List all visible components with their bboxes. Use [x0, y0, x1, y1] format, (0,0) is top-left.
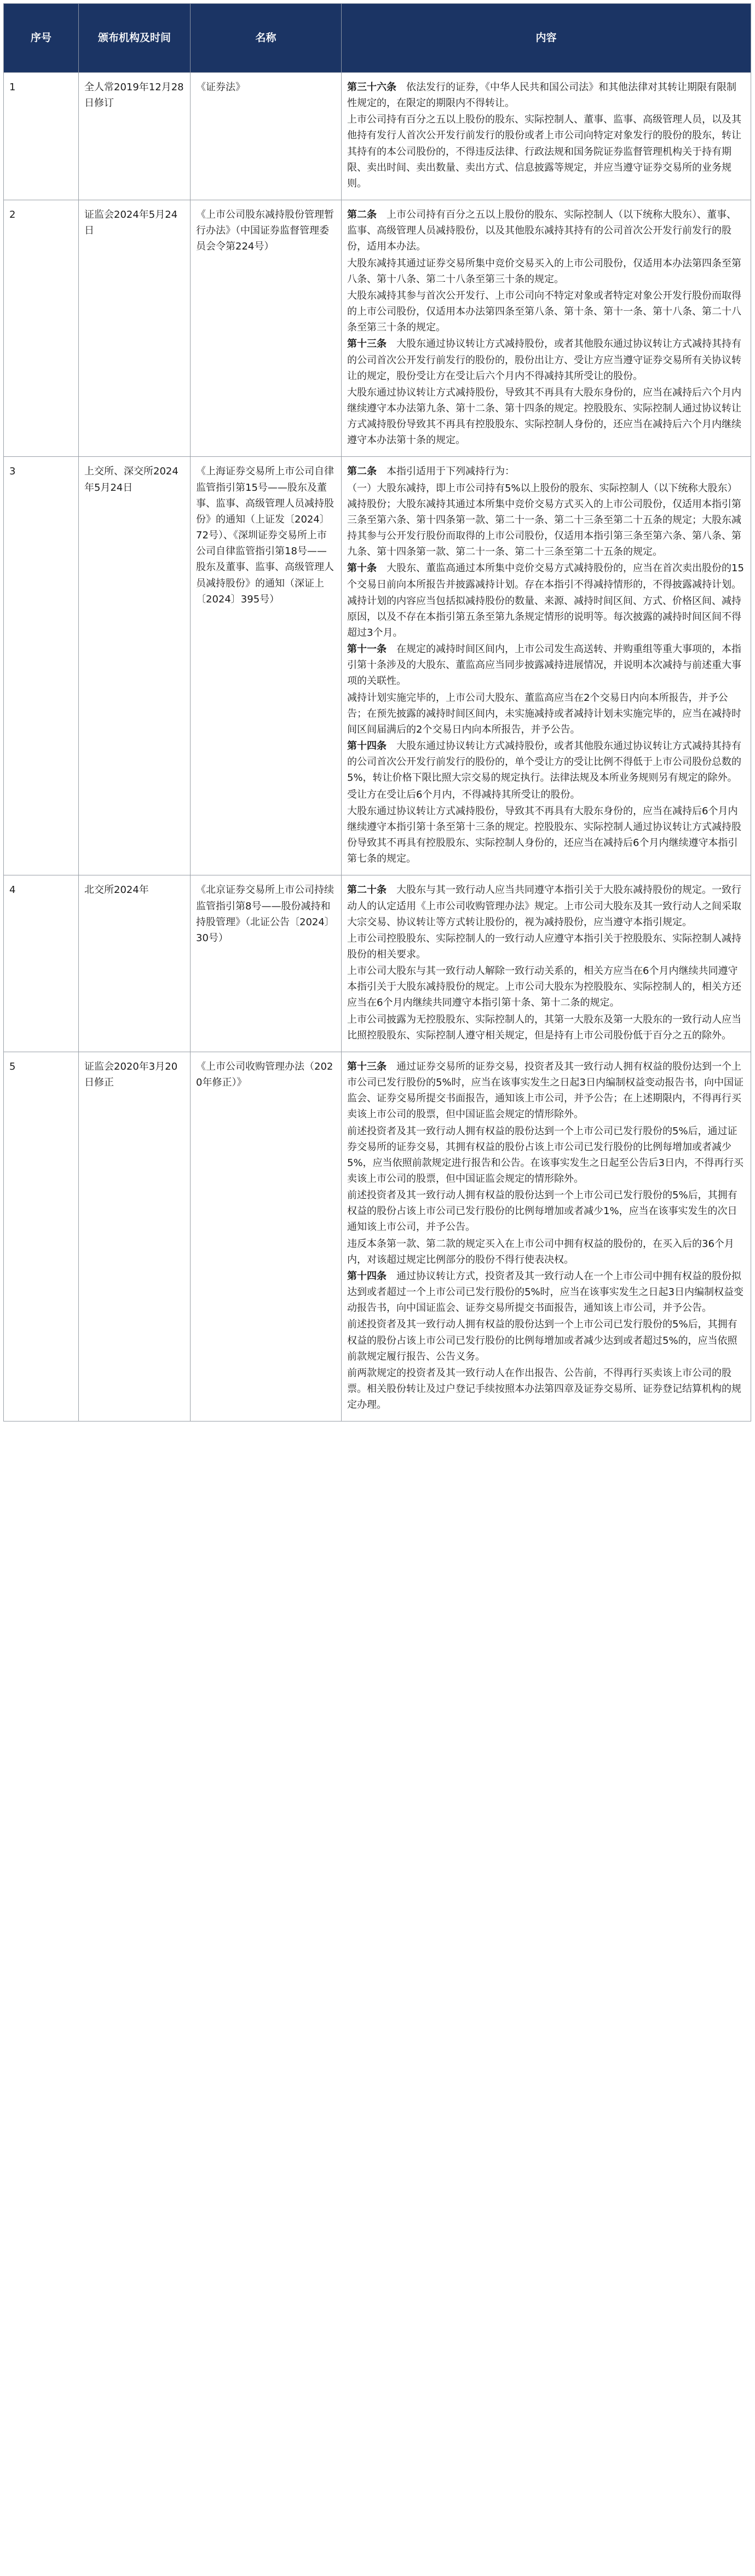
paragraph-text: 通过协议转让方式，投资者及其一致行动人在一个上市公司中拥有权益的股份拟达到或者超过一个上市公司已发行股份的5%时，应当在该事实发生之日起3日内编制权益变动报告书，向中国证监会、证券交易所提交书面报告，通知该上市公司，并予公告。: [347, 1270, 744, 1314]
paragraph-text: 通过证券交易所的证券交易，投资者及其一致行动人拥有权益的股份达到一个上市公司已发行股份的5%时，应当在该事实发生之日起3日内编制权益变动报告书，向中国证监会、证券交易所提交书面报告，通知该上市公司，并予公告；在上述期限内，不得再行买卖该上市公司的股票，但中国证监会规定的情形除外。: [347, 1060, 744, 1121]
paragraph-text: 受让方在受让后6个月内，不得减持其所受让的股份。: [347, 788, 580, 800]
content-paragraph: [347, 803, 745, 867]
regulation-name: 《证券法》: [191, 73, 342, 200]
paragraph-text: 前述投资者及其一致行动人拥有权益的股份达到一个上市公司已发行股份的5%后，通过证券交易所的证券交易，其拥有权益的股份占该上市公司已发行股份的比例每增加或者减少5%，应当依照前款规定进行报告和公告。在该事实发生之日起至公告后3日内，不得再行买卖该上市公司的股票，但中国证监会规定的情形除外。: [347, 1125, 744, 1185]
content-paragraph: [347, 1268, 745, 1316]
regulation-content: [342, 73, 751, 200]
article-number: 第十四条: [347, 740, 387, 752]
article-number: 第二条: [347, 209, 377, 221]
article-number: 第三十六条: [347, 82, 396, 93]
content-paragraph: [347, 931, 745, 962]
paragraph-text: 大股东减持其通过证券交易所集中竞价交易买入的上市公司股份，仅适用本办法第四条至第八条、第十八条、第二十八条至第三十条的规定。: [347, 257, 741, 285]
paragraph-text: 依法发行的证券，《中华人民共和国公司法》和其他法律对其转让期限有限制性规定的，在限定的期限内不得转让。: [347, 82, 736, 109]
paragraph-text: 大股东通过协议转让方式减持股份，或者其他股东通过协议转让方式减持其持有的公司首次公开发行前发行的股份的，单个受让方的受让比例不得低于上市公司股份总数的5%，转让价格下限比照大宗交易的规定执行。法律法规及本所业务规则另有规定的除外。: [347, 740, 741, 784]
content-paragraph: [347, 336, 745, 384]
table-row: [4, 457, 751, 875]
content-paragraph: [347, 480, 745, 560]
content-paragraph: [347, 1187, 745, 1235]
paragraph-text: 上市公司控股股东、实际控制人的一致行动人应遵守本指引关于控股股东、实际控制人减持股份的相关要求。: [347, 932, 741, 960]
issuing-authority: 北交所2024年: [79, 875, 191, 1052]
content-paragraph: [347, 1059, 745, 1123]
issuing-authority: 上交所、深交所2024年5月24日: [79, 457, 191, 875]
paragraph-text: 前述投资者及其一致行动人拥有权益的股份达到一个上市公司已发行股份的5%后，其拥有权益的股份占该上市公司已发行股份的比例每增加或者减少1%，应当在该事实发生的次日通知该上市公司，并予公告。: [347, 1190, 737, 1233]
regulation-name: 《上市公司股东减持股份管理暂行办法》（中国证券监督管理委员会令第224号）: [191, 200, 342, 457]
article-number: 第十三条: [347, 1060, 387, 1072]
content-paragraph: [347, 1365, 745, 1413]
content-paragraph: [347, 1316, 745, 1364]
content-paragraph: [347, 963, 745, 1011]
paragraph-text: 前两款规定的投资者及其一致行动人在作出报告、公告前，不得再行买卖该上市公司的股票。相关股份转让及过户登记手续按照本办法第四章及证券交易所、证券登记结算机构的规定办理。: [347, 1367, 741, 1411]
paragraph-text: 违反本条第一款、第二款的规定买入在上市公司中拥有权益的股份的，在买入后的36个月内，对该超过规定比例部分的股份不得行使表决权。: [347, 1238, 734, 1266]
regulation-name: 《上市公司收购管理办法（2020年修正）》: [191, 1052, 342, 1421]
article-number: 第二十条: [347, 884, 387, 896]
content-paragraph: [347, 690, 745, 738]
article-number: 第二条: [347, 466, 377, 478]
paragraph-text: 大股东、董监高通过本所集中竞价交易方式减持股份的，应当在首次卖出股份的15个交易日前向本所报告并披露减持计划。存在本指引不得减持情形的，不得披露减持计划。: [347, 562, 744, 590]
article-number: 第十条: [347, 562, 377, 575]
paragraph-text: 上市公司持有百分之五以上股份的股东、实际控制人、董事、监事、高级管理人员，以及其他持有发行人首次公开发行前发行的股份或者上市公司向特定对象发行的股份的股东，转让其持有的本公司股份的，不得违反法律、行政法规和国务院证券监督管理机构关于持有期限、卖出时间、卖出数量、卖出方式、信息披露等规定，并应当遵守证券交易所的业务规则。: [347, 114, 741, 189]
paragraph-text: 减持计划实施完毕的，上市公司大股东、董监高应当在2个交易日内向本所报告，并予公告；在预先披露的减持时间区间内，未实施减持或者减持计划未实施完毕的，应当在减持时间区间届满后的2个交易日内向本所报告，并予公告。: [347, 692, 741, 735]
content-paragraph: [347, 738, 745, 786]
paragraph-text: 大股东通过协议转让方式减持股份，或者其他股东通过协议转让方式减持其持有的公司首次公开发行前发行的股份的，股份出让方、受让方应当遵守证券交易所有关协议转让的规定，股份受让方在受让后六个月内不得减持其所受让的股份。: [347, 338, 741, 382]
article-number: 第十一条: [347, 643, 387, 655]
paragraph-text: 大股东与其一致行动人应当共同遵守本指引关于大股东减持股份的规定。一致行动人的认定适用《上市公司收购管理办法》规定。上市公司大股东及其一致行动人之间采取大宗交易、协议转让等方式转让股份的，视为减持股份，应当遵守本指引规定。: [347, 884, 741, 928]
regulation-content: [342, 875, 751, 1052]
content-paragraph: [347, 560, 745, 592]
table-body: [4, 73, 751, 1422]
content-paragraph: [347, 112, 745, 192]
content-paragraph: [347, 882, 745, 930]
paragraph-text: 前述投资者及其一致行动人拥有权益的股份达到一个上市公司已发行股份的5%后，其拥有权益的股份占该上市公司已发行股份的比例每增加或者减少达到或者超过5%的，应当依照前款规定履行报告、公告义务。: [347, 1319, 737, 1362]
regulation-content: [342, 200, 751, 457]
paragraph-text: 本指引适用于下列减持行为：: [387, 466, 515, 478]
regulation-content: [342, 457, 751, 875]
header-org: 颁布机构及时间: [79, 4, 191, 73]
issuing-authority: 全人常2019年12月28日修订: [79, 73, 191, 200]
paragraph-text: 上市公司披露为无控股股东、实际控制人的，其第一大股东及第一大股东的一致行动人应当比照控股股东、实际控制人遵守相关规定，但是持有上市公司股份低于百分之五的除外。: [347, 1013, 741, 1041]
header-body: 内容: [342, 4, 751, 73]
content-paragraph: [347, 288, 745, 335]
content-paragraph: [347, 207, 745, 254]
paragraph-text: 上市公司持有百分之五以上股份的股东、实际控制人（以下统称大股东）、董事、监事、高级管理人员减持股份，以及其他股东减持其持有的公司首次公开发行前发行的股份，适用本办法。: [347, 209, 736, 253]
regulation-name: 《北京证券交易所上市公司持续监管指引第8号——股份减持和持股管理》（北证公告〔2024〕30号）: [191, 875, 342, 1052]
content-paragraph: [347, 79, 745, 111]
paragraph-text: 大股东减持其参与首次公开发行、上市公司向不特定对象或者特定对象公开发行股份而取得的上市公司股份，仅适用本办法第四条至第八条、第十条、第十一条、第十八条、第二十八条至第三十条的规定。: [347, 289, 741, 334]
table-header: [4, 4, 751, 73]
content-paragraph: [347, 641, 745, 689]
content-paragraph: [347, 787, 745, 803]
row-number: 1: [4, 73, 79, 200]
paragraph-text: （一）大股东减持，即上市公司持有5%以上股份的股东、实际控制人（以下统称大股东）减持股份；大股东减持其通过本所集中竞价交易方式买入的上市公司股份，仅适用本指引第三条至第六条、第十四条第一款、第二十一条、第二十三条至第二十五条的规定；大股东减持其参与公开发行股份而取得的上市公司股份，仅适用本指引第三条至第六条、第八条、第九条、第十四条第一款、第二十一条、第二十三条至第二十五条的规定。: [347, 482, 741, 558]
content-paragraph: [347, 593, 745, 641]
header-name: 名称: [191, 4, 342, 73]
row-number: 3: [4, 457, 79, 875]
row-number: 2: [4, 200, 79, 457]
issuing-authority: 证监会2020年3月20日修正: [79, 1052, 191, 1421]
row-number: 4: [4, 875, 79, 1052]
regulation-table: [3, 3, 751, 1422]
content-paragraph: [347, 463, 745, 479]
regulation-content: [342, 1052, 751, 1421]
content-paragraph: [347, 1123, 745, 1187]
table-row: [4, 1052, 751, 1421]
article-number: 第十四条: [347, 1270, 387, 1282]
content-paragraph: [347, 1236, 745, 1268]
content-paragraph: [347, 1012, 745, 1043]
regulation-name: 《上海证券交易所上市公司自律监管指引第15号——股东及董事、监事、高级管理人员减持股份》的通知（上证发〔2024〕72号）、《深圳证券交易所上市公司自律监管指引第18号——股东及董事、监事、高级管理人员减持股份》的通知（深证上〔2024〕395号）: [191, 457, 342, 875]
table-row: [4, 73, 751, 200]
paragraph-text: 大股东通过协议转让方式减持股份，导致其不再具有大股东身份的，应当在减持后六个月内继续遵守本办法第九条、第十二条、第十四条的规定。控股股东、实际控制人通过协议转让方式减持股份导致其不再具有控股股东、实际控制人身份的，还应当在减持后六个月内继续遵守本办法第十条的规定。: [347, 386, 741, 446]
header-num: 序号: [4, 4, 79, 73]
table-row: [4, 875, 751, 1052]
table-row: [4, 200, 751, 457]
content-paragraph: [347, 385, 745, 449]
issuing-authority: 证监会2024年5月24日: [79, 200, 191, 457]
paragraph-text: 大股东通过协议转让方式减持股份，导致其不再具有大股东身份的，应当在减持后6个月内继续遵守本指引第十条至第十三条的规定。控股股东、实际控制人通过协议转让方式减持股份导致其不再具有控股股东、实际控制人身份的，还应当在减持后6个月内继续遵守本指引第七条的规定。: [347, 805, 741, 865]
article-number: 第十三条: [347, 338, 387, 350]
paragraph-text: 减持计划的内容应当包括拟减持股份的数量、来源、减持时间区间、方式、价格区间、减持原因，以及不存在本指引第五条至第九条规定情形的说明等。每次披露的减持时间区间不得超过3个月。: [347, 595, 741, 639]
paragraph-text: 在规定的减持时间区间内，上市公司发生高送转、并购重组等重大事项的，本指引第十条涉及的大股东、董监高应当同步披露减持进展情况，并说明本次减持与前述重大事项的关联性。: [347, 643, 741, 687]
content-paragraph: [347, 256, 745, 287]
row-number: 5: [4, 1052, 79, 1421]
paragraph-text: 上市公司大股东与其一致行动人解除一致行动关系的，相关方应当在6个月内继续共同遵守本指引关于大股东减持股份的规定。上市公司大股东为控股股东、实际控制人的，相关方还应当在6个月内继续共同遵守本指引第十条、第十二条的规定。: [347, 965, 741, 1009]
